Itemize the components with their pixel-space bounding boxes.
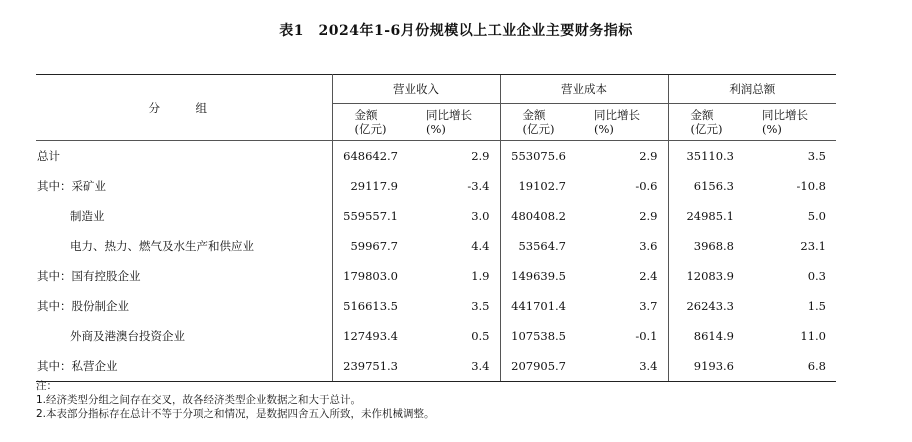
row-label: 制造业 — [36, 201, 332, 231]
footnotes — [36, 379, 435, 421]
cell-cost: 441701.4 — [500, 291, 574, 321]
cell-cost: 553075.6 — [500, 141, 574, 172]
cell-cost-pct: -0.1 — [635, 329, 658, 343]
row-label: 外商及港澳台投资企业 — [36, 321, 332, 351]
table-title: 表1 2024年1-6月份规模以上工业企业主要财务指标 — [279, 23, 633, 39]
cell-rev-pct: 3.4 — [406, 351, 500, 382]
cell-rev-pct: 3.5 — [471, 299, 490, 313]
footnote-label: 注： — [36, 380, 57, 392]
table-row — [36, 351, 836, 382]
cell-rev: 648642.7 — [343, 149, 398, 163]
row-label: 总计 — [36, 141, 332, 172]
cell-rev: 179803.0 — [343, 269, 398, 283]
cell-cost-pct: 2.4 — [639, 269, 658, 283]
cell-rev: 559557.1 — [343, 209, 398, 223]
cost-amount-header: 金额 (亿元) — [500, 104, 574, 141]
cell-rev-pct: -3.4 — [467, 179, 490, 193]
cell-profit-pct: 23.1 — [800, 239, 826, 253]
cell-profit-pct: 6.8 — [742, 351, 836, 382]
cell-rev: 127493.4 — [343, 329, 398, 343]
section-header-revenue: 营业收入 — [332, 75, 500, 104]
cell-rev-pct: 3.0 — [471, 209, 490, 223]
cell-profit: 26243.3 — [668, 291, 742, 321]
cell-profit: 35110.3 — [668, 141, 742, 172]
revenue-amount-header: 金额 (亿元) — [332, 104, 406, 141]
profit-pct-header: 同比增长 (%) — [742, 104, 836, 141]
cell-profit: 8614.9 — [668, 321, 742, 351]
section-header-profit: 利润总额 — [668, 75, 836, 104]
table-row — [36, 231, 836, 261]
cell-cost: 53564.7 — [500, 231, 574, 261]
row-label: 电力、热力、燃气及水生产和供应业 — [36, 231, 332, 261]
table-row — [36, 261, 836, 291]
table-body — [36, 141, 836, 382]
group-header: 分 组 — [36, 75, 332, 141]
cell-rev-pct: 2.9 — [471, 149, 490, 163]
row-label: 其中：私营企业 — [36, 351, 332, 382]
cell-profit: 3968.8 — [668, 231, 742, 261]
cell-profit-pct: 3.5 — [807, 149, 826, 163]
revenue-pct-header: 同比增长 (%) — [406, 104, 500, 141]
cell-rev-pct: 0.5 — [471, 329, 490, 343]
cell-profit: 6156.3 — [668, 171, 742, 201]
cell-profit-pct: 1.5 — [807, 299, 826, 313]
cell-cost: 207905.7 — [500, 351, 574, 382]
footnote-1: 1.经济类型分组之间存在交叉，故各经济类型企业数据之和大于总计。 — [36, 394, 362, 406]
cost-pct-header: 同比增长 (%) — [574, 104, 668, 141]
table-row — [36, 321, 836, 351]
cell-rev-pct: 4.4 — [471, 239, 490, 253]
cell-profit: 9193.6 — [668, 351, 742, 382]
cell-profit: 12083.9 — [668, 261, 742, 291]
cell-cost-pct: -0.6 — [635, 179, 658, 193]
cell-rev: 239751.3 — [332, 351, 406, 382]
table-row — [36, 291, 836, 321]
cell-rev: 59967.7 — [350, 239, 398, 253]
cell-cost: 107538.5 — [500, 321, 574, 351]
row-label: 其中：股份制企业 — [36, 291, 332, 321]
cell-rev-pct: 1.9 — [471, 269, 490, 283]
cell-rev: 516613.5 — [343, 299, 398, 313]
profit-amount-header: 金额 (亿元) — [668, 104, 742, 141]
cell-cost-pct: 3.4 — [574, 351, 668, 382]
row-label: 其中：采矿业 — [36, 171, 332, 201]
cell-profit-pct: 11.0 — [800, 329, 826, 343]
table-row — [36, 141, 836, 172]
cell-profit: 24985.1 — [668, 201, 742, 231]
cell-cost: 480408.2 — [500, 201, 574, 231]
cell-profit-pct: 0.3 — [807, 269, 826, 283]
table-row — [36, 201, 836, 231]
cell-cost-pct: 2.9 — [639, 209, 658, 223]
cell-cost: 149639.5 — [500, 261, 574, 291]
table-row — [36, 171, 836, 201]
row-label: 其中：国有控股企业 — [36, 261, 332, 291]
financial-indicators-table — [36, 74, 836, 382]
cell-cost-pct: 2.9 — [639, 149, 658, 163]
cell-profit-pct: -10.8 — [796, 179, 826, 193]
cell-cost: 19102.7 — [500, 171, 574, 201]
section-header-cost: 营业成本 — [500, 75, 668, 104]
cell-profit-pct: 5.0 — [807, 209, 826, 223]
cell-rev: 29117.9 — [350, 179, 398, 193]
cell-cost-pct: 3.6 — [639, 239, 658, 253]
cell-cost-pct: 3.7 — [639, 299, 658, 313]
footnote-2: 2.本表部分指标存在总计不等于分项之和情况，是数据四舍五入所致，未作机械调整。 — [36, 408, 435, 420]
